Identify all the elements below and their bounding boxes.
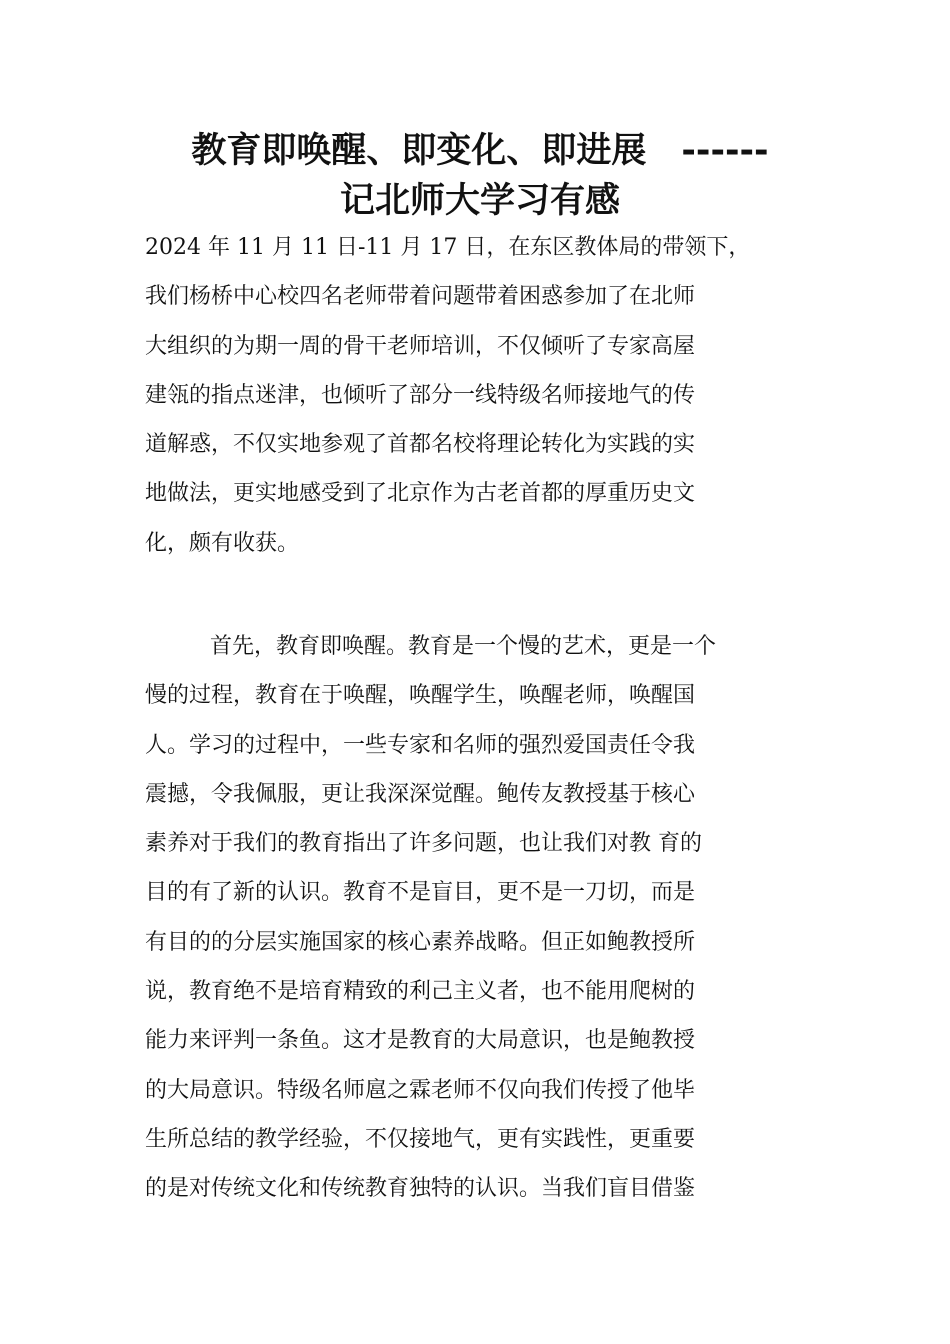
paragraph-line: 能力来评判一条鱼。这才是教育的大局意识，也是鲍教授 <box>145 1028 696 1054</box>
paragraph-line: 我们杨桥中心校四名老师带着问题带着困惑参加了在北师 <box>145 284 696 310</box>
document-title-line-1: 教育即唤醒、即变化、即进展 ------ <box>191 131 769 171</box>
paragraph-line: 化，颇有收获。 <box>145 530 300 556</box>
paragraph-line: 首先，教育即唤醒。教育是一个慢的艺术，更是一个 <box>210 634 717 659</box>
paragraph-line: 慢的过程，教育在于唤醒，唤醒学生，唤醒老师，唤醒国 <box>145 683 696 709</box>
paragraph-line: 素养对于我们的教育指出了许多问题，也让我们对教 育的 <box>145 831 702 857</box>
paragraph-line: 的大局意识。特级名师扈之霖老师不仅向我们传授了他毕 <box>145 1077 696 1103</box>
paragraph-line: 2024 年 11 月 11 日-11 月 17 日，在东区教体局的带领下， <box>145 235 751 260</box>
paragraph-line: 震撼，令我佩服，更让我深深觉醒。鲍传友教授基于核心 <box>145 781 696 807</box>
paragraph-line: 目的有了新的认识。教育不是盲目，更不是一刀切，而是 <box>145 880 696 906</box>
paragraph-line: 有目的的分层实施国家的核心素养战略。但正如鲍教授所 <box>145 929 696 955</box>
paragraph-line: 道解惑，不仅实地参观了首都名校将理论转化为实践的实 <box>145 432 696 458</box>
paragraph-intro <box>145 223 810 568</box>
paragraph-awakening <box>145 622 810 1214</box>
paragraph-line: 大组织的为期一周的骨干老师培训，不仅倾听了专家高屋 <box>145 333 696 359</box>
paragraph-line: 人。学习的过程中，一些专家和名师的强烈爱国责任令我 <box>145 732 696 758</box>
paragraph-line: 生所总结的教学经验，不仅接地气，更有实践性，更重要 <box>145 1126 696 1152</box>
paragraph-line: 的是对传统文化和传统教育独特的认识。当我们盲目借鉴 <box>145 1176 696 1202</box>
paragraph-line: 地做法，更实地感受到了北京作为古老首都的厚重历史文 <box>145 481 696 507</box>
paragraph-line: 建瓴的指点迷津，也倾听了部分一线特级名师接地气的传 <box>145 382 696 408</box>
document-title-line-2: 记北师大学习有感 <box>339 181 620 221</box>
paragraph-line: 说，教育绝不是培育精致的利己主义者，也不能用爬树的 <box>145 979 696 1005</box>
